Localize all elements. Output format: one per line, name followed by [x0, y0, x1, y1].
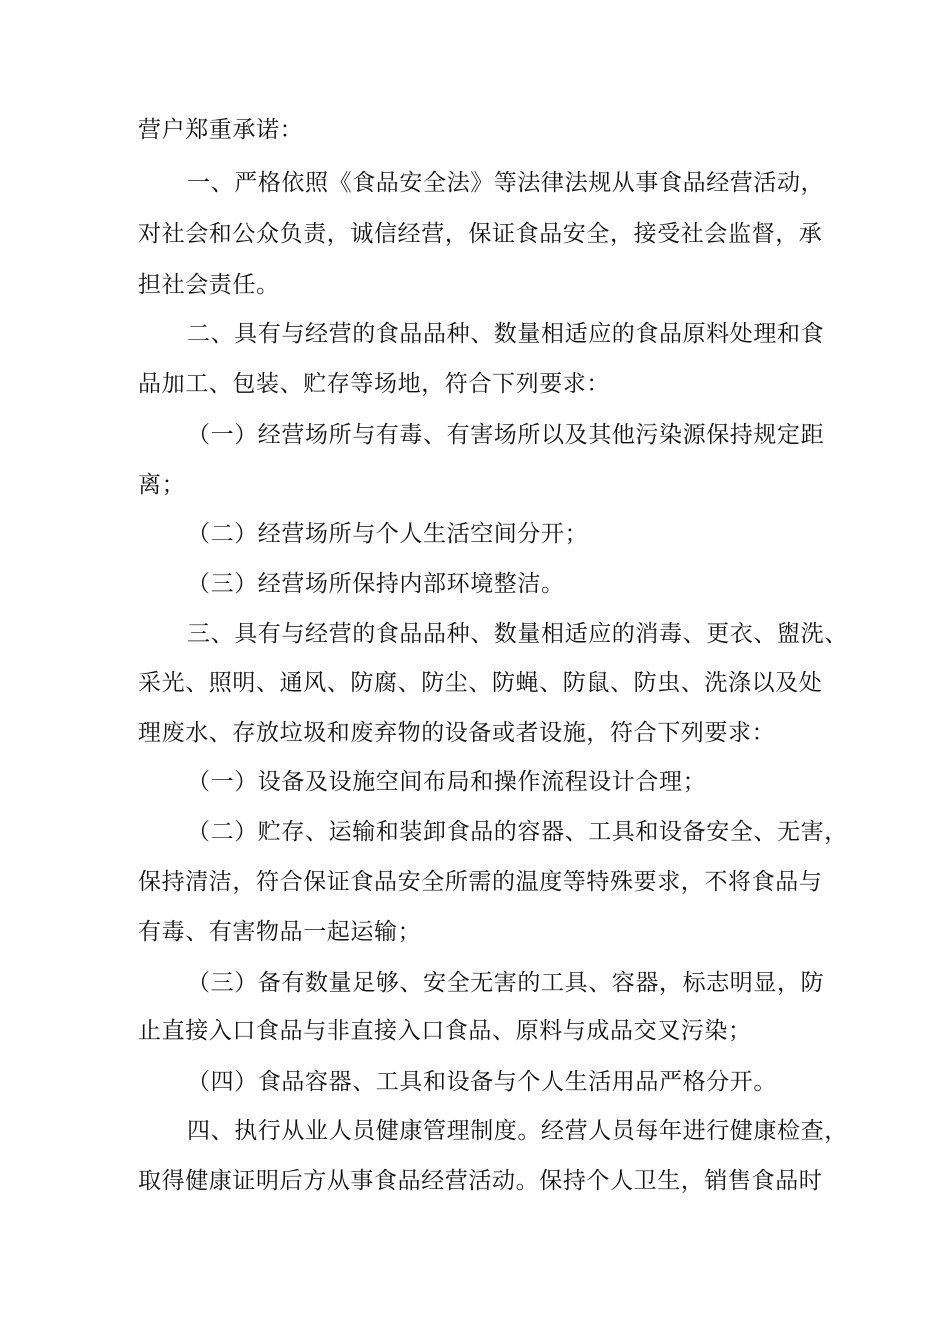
text-line: 担社会责任。 — [138, 272, 280, 298]
paragraph-4-line: 四、执行从业人员健康管理制度。经营人员每年进行健康检查， — [187, 1118, 848, 1144]
sub-item-2-line: （二）贮存、运输和装卸食品的容器、工具和设备安全、无害， — [187, 819, 848, 845]
text-line: 理废水、存放垃圾和废弃物的设备或者设施，符合下列要求： — [138, 720, 776, 746]
paragraph-3-line: 三、具有与经营的食品品种、数量相适应的消毒、更衣、盥洗、 — [187, 621, 848, 647]
text-line: 对社会和公众负责，诚信经营，保证食品安全，接受社会监督，承 — [138, 221, 823, 247]
paragraph-2-line: 二、具有与经营的食品品种、数量相适应的食品原料处理和食 — [187, 321, 825, 347]
text-line: 品加工、包装、贮存等场地，符合下列要求： — [138, 371, 610, 397]
sub-item-4-line: （四）食品容器、工具和设备与个人生活用品严格分开。 — [187, 1069, 777, 1095]
sub-item-3-line: （三）备有数量足够、安全无害的工具、容器，标志明显，防 — [187, 970, 825, 996]
text-line: 有毒、有害物品一起运输； — [138, 919, 422, 945]
sub-item-1-line: （一）设备及设施空间布局和操作流程设计合理； — [187, 769, 707, 795]
sub-item-1-line: （一）经营场所与有毒、有害场所以及其他污染源保持规定距 — [187, 422, 825, 448]
text-line: 保持清洁，符合保证食品安全所需的温度等特殊要求，不将食品与 — [138, 869, 823, 895]
text-line: 取得健康证明后方从事食品经营活动。保持个人卫生，销售食品时 — [138, 1168, 823, 1194]
text-line: 营户郑重承诺： — [138, 117, 304, 143]
text-line: 离； — [138, 472, 186, 498]
text-line: 采光、照明、通风、防腐、防尘、防蝇、防鼠、防虫、洗涤以及处 — [138, 670, 823, 696]
text-line: 止直接入口食品与非直接入口食品、原料与成品交叉污染； — [138, 1018, 752, 1044]
sub-item-2-line: （二）经营场所与个人生活空间分开； — [187, 521, 589, 547]
paragraph-1-line: 一、严格依照《食品安全法》等法律法规从事食品经营活动， — [187, 170, 825, 196]
sub-item-3-line: （三）经营场所保持内部环境整洁。 — [187, 571, 565, 597]
